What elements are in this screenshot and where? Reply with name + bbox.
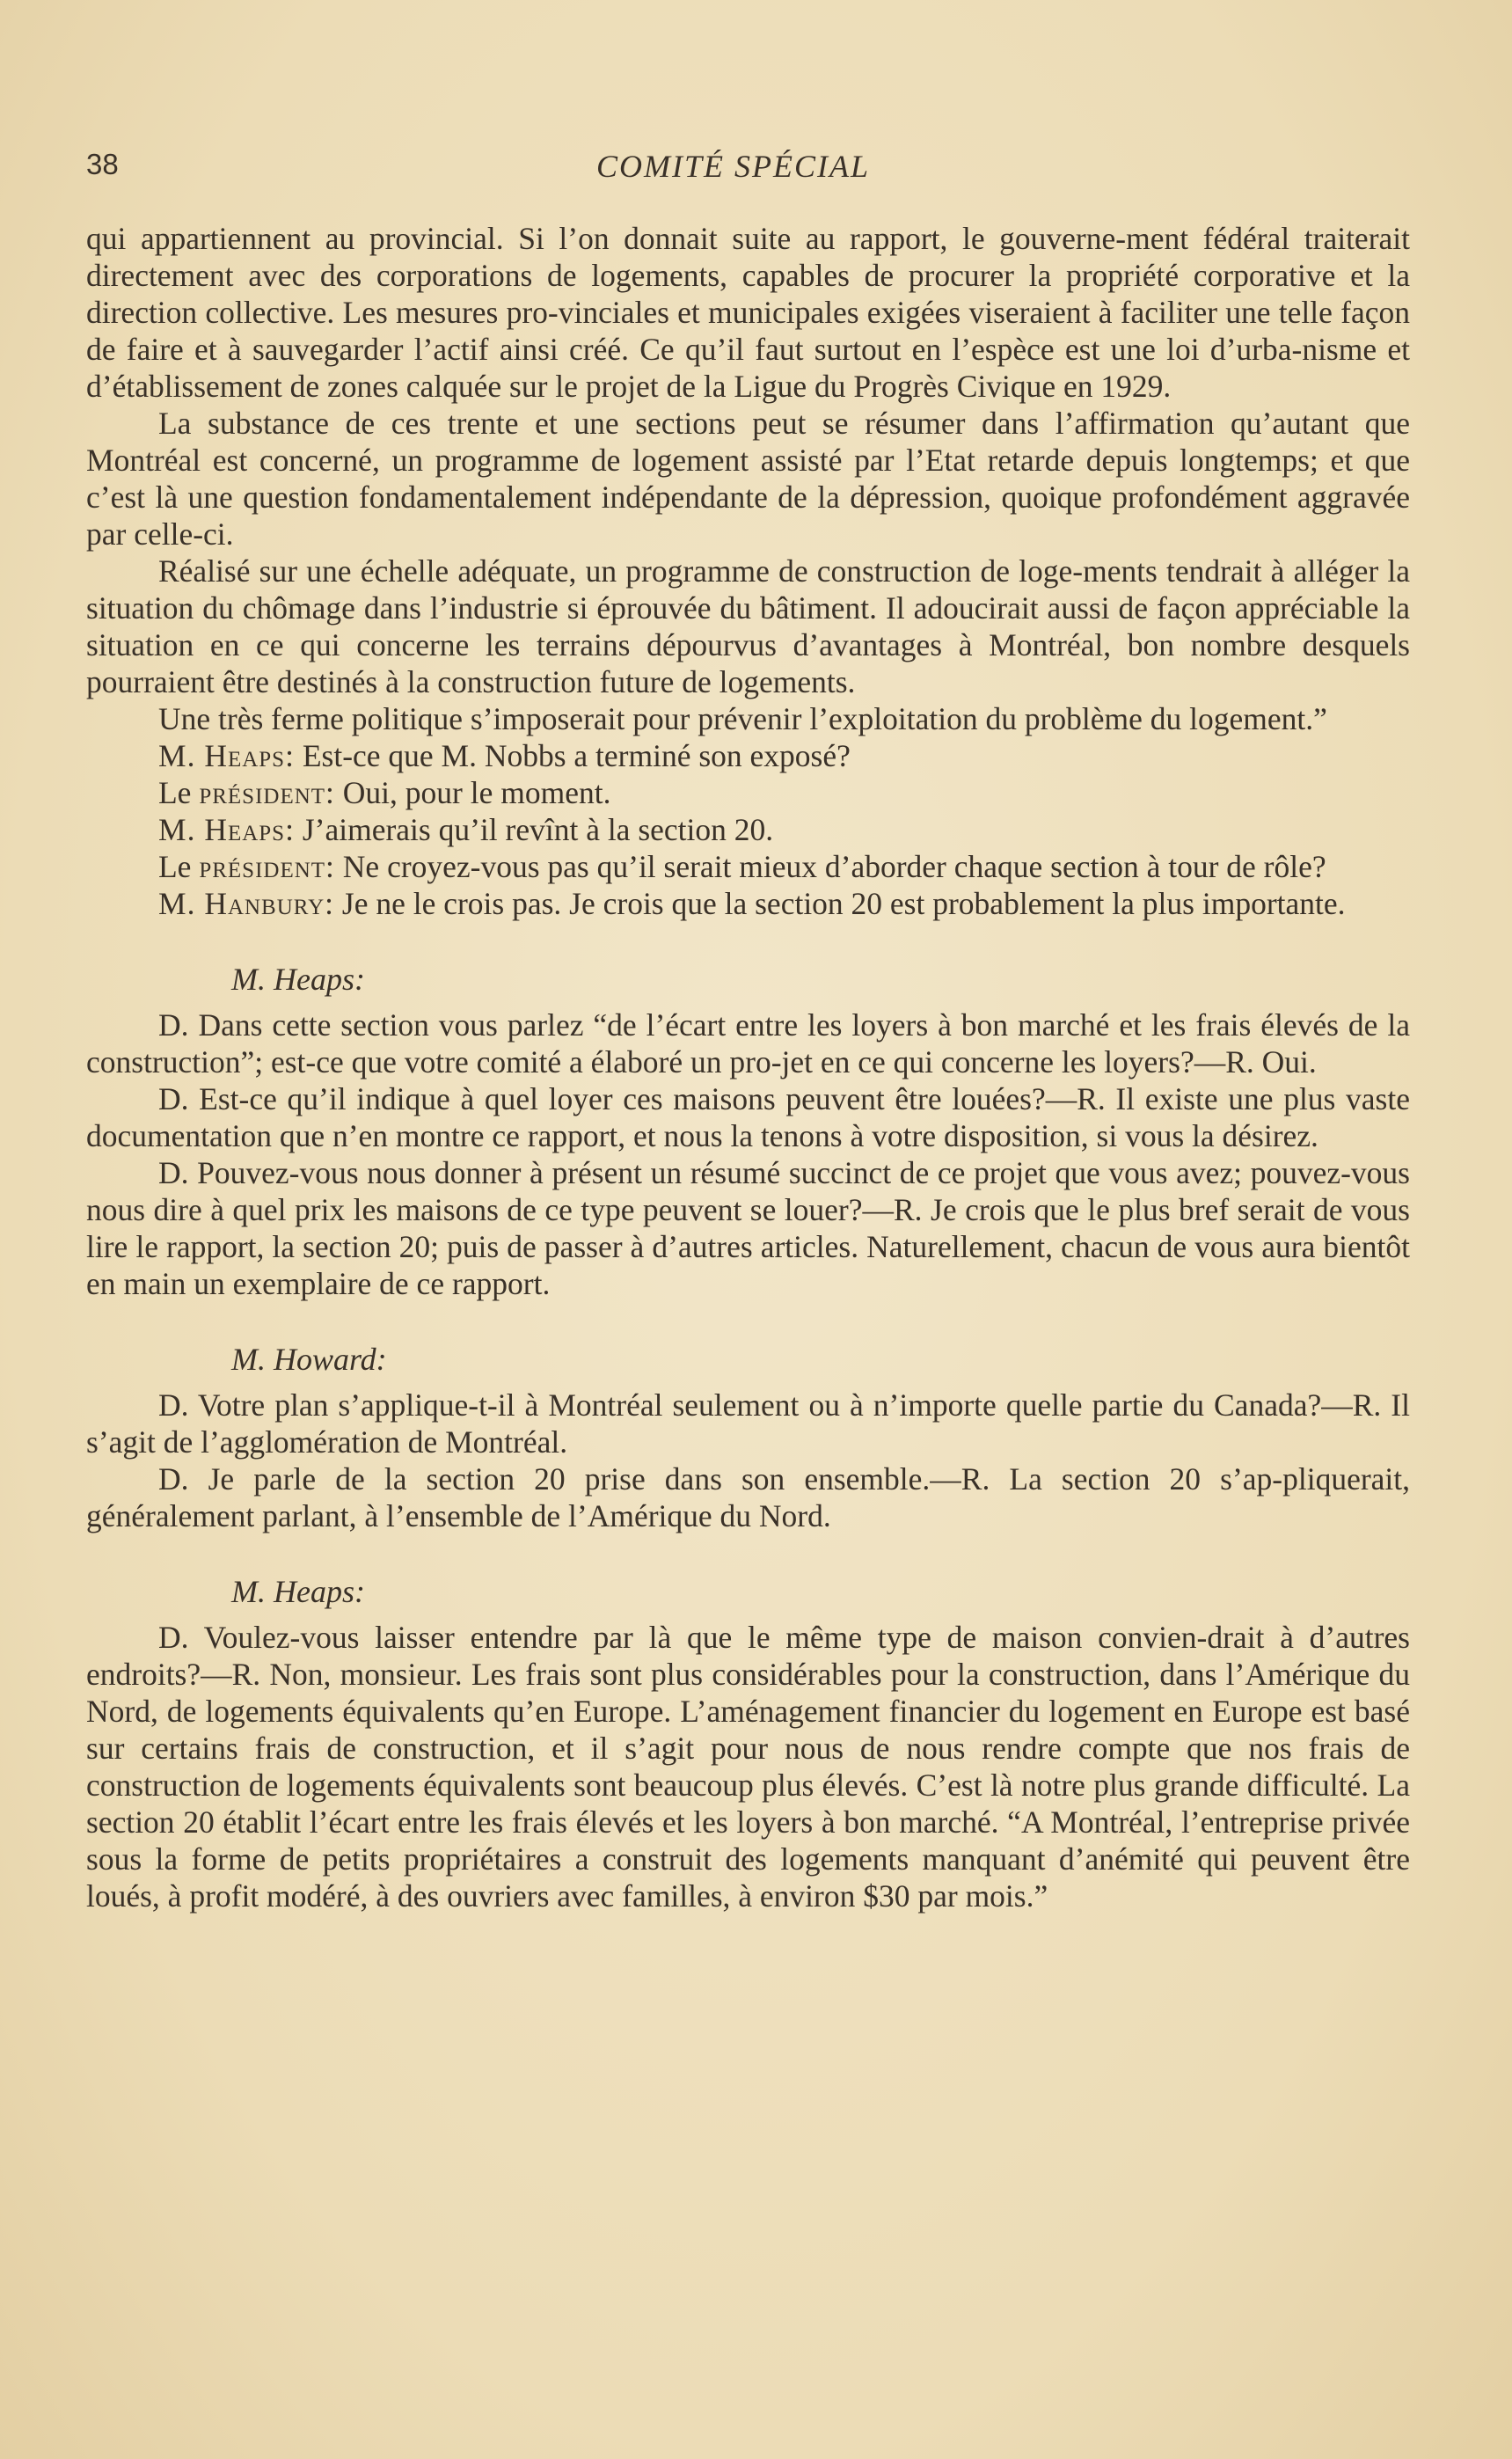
dialogue-line	[86, 848, 1410, 885]
speaker-name: M. Heaps:	[158, 738, 295, 773]
questioner-heading: M. Heaps:	[231, 962, 365, 997]
speaker-prefix: Le	[158, 775, 200, 810]
dialogue-text: Est-ce que M. Nobbs a terminé son exposé?	[294, 738, 851, 773]
body-text	[86, 220, 1410, 1914]
speaker-name: président:	[199, 849, 335, 884]
speaker-name: M. Hanbury:	[158, 886, 335, 921]
question-answer: D. Pouvez-vous nous donner à présent un résumé succinct de ce projet que vous avez; pouvez-vous nous dire à quel prix les maisons de ce type peuvent se louer?—R. Je crois que le plus bref serait de vous lire le rapport, la section 20; puis de passer à d’autres articles. Naturellement, chacun de vous aura bientôt en main un exemplaire de ce rapport.	[86, 1155, 1410, 1301]
dialogue-text: Je ne le crois pas. Je crois que la section 20 est probablement la plus importante.	[334, 886, 1346, 921]
dialogue-text: Ne croyez-vous pas qu’il serait mieux d’aborder chaque section à tour de rôle?	[334, 849, 1326, 884]
question-answer: D. Dans cette section vous parlez “de l’écart entre les loyers à bon marché et les frais élevés de la construction”; est-ce que votre comité a élaboré un pro-jet en ce qui concerne les loyers?—R. Oui.	[86, 1007, 1410, 1079]
page-number: 38	[86, 148, 119, 180]
dialogue-text: Oui, pour le moment.	[334, 775, 611, 810]
paragraph: qui appartiennent au provincial. Si l’on donnait suite au rapport, le gouverne-ment fédéral traiterait directement avec des corporations de logements, capables de procurer la propriété corporative et la direction collective. Les mesures pro-vinciales et municipales exigées viseraient à faciliter une telle façon de faire et à sauvegarder l’actif ainsi créé. Ce qu’il faut surtout en l’espèce est une loi d’urba-nisme et d’établissement de zones calquée sur le projet de la Ligue du Progrès Civique en 1929.	[86, 221, 1410, 404]
speaker-prefix: Le	[158, 849, 200, 884]
paragraph: Une très ferme politique s’imposerait pour prévenir l’exploitation du problème du logement.”	[158, 701, 1327, 736]
questioner-heading: M. Howard:	[231, 1342, 387, 1377]
question-answer: D. Est-ce qu’il indique à quel loyer ces maisons peuvent être louées?—R. Il existe une plus vaste documentation que n’en montre ce rapport, et nous la tenons à votre disposition, si vous la désirez.	[86, 1081, 1410, 1153]
questioner-heading: M. Heaps:	[231, 1574, 365, 1609]
speaker-name: M. Heaps:	[158, 812, 295, 847]
dialogue-line	[86, 885, 1410, 922]
dialogue-line	[86, 737, 1410, 774]
running-head: COMITÉ SPÉCIAL	[596, 149, 870, 184]
dialogue-line	[86, 811, 1410, 848]
page-header	[86, 148, 1406, 192]
question-answer: D. Voulez-vous laisser entendre par là que le même type de maison convien-drait à d’autres endroits?—R. Non, monsieur. Les frais sont plus considérables pour la construction, dans l’Amérique du Nord, de logements équivalents qu’en Europe. L’aménagement financier du logement en Europe est basé sur certains frais de construction, et il s’agit pour nous de nous rendre compte que nos frais de construction de logements équivalents sont beaucoup plus élevés. C’est là notre plus grande difficulté. La section 20 établit l’écart entre les frais élevés et les loyers à bon marché. “A Montréal, l’entreprise privée sous la forme de petits propriétaires a construit des logements manquant d’anémité qui peuvent être loués, à profit modéré, à des ouvriers avec familles, à environ $30 par mois.”	[86, 1620, 1410, 1914]
dialogue-text: J’aimerais qu’il revînt à la section 20.	[294, 812, 774, 847]
speaker-name: président:	[199, 775, 335, 810]
question-answer: D. Votre plan s’applique-t-il à Montréal seulement ou à n’importe quelle partie du Canada?—R. Il s’agit de l’agglomération de Montréal.	[86, 1387, 1410, 1460]
question-answer: D. Je parle de la section 20 prise dans son ensemble.—R. La section 20 s’ap-pliquerait, généralement parlant, à l’ensemble de l’Amérique du Nord.	[86, 1461, 1410, 1533]
dialogue-line	[86, 774, 1410, 811]
paragraph: La substance de ces trente et une sections peut se résumer dans l’affirmation qu’autant que Montréal est concerné, un programme de logement assisté par l’Etat retarde depuis longtemps; et que c’est là une question fondamentalement indépendante de la dépression, quoique profondément aggravée par celle-ci.	[86, 406, 1410, 552]
paragraph: Réalisé sur une échelle adéquate, un programme de construction de loge-ments tendrait à alléger la situation du chômage dans l’industrie si éprouvée du bâtiment. Il adoucirait aussi de façon appréciable la situation en ce qui concerne les terrains dépourvus d’avantages à Montréal, bon nombre desquels pourraient être destinés à la construction future de logements.	[86, 553, 1410, 699]
